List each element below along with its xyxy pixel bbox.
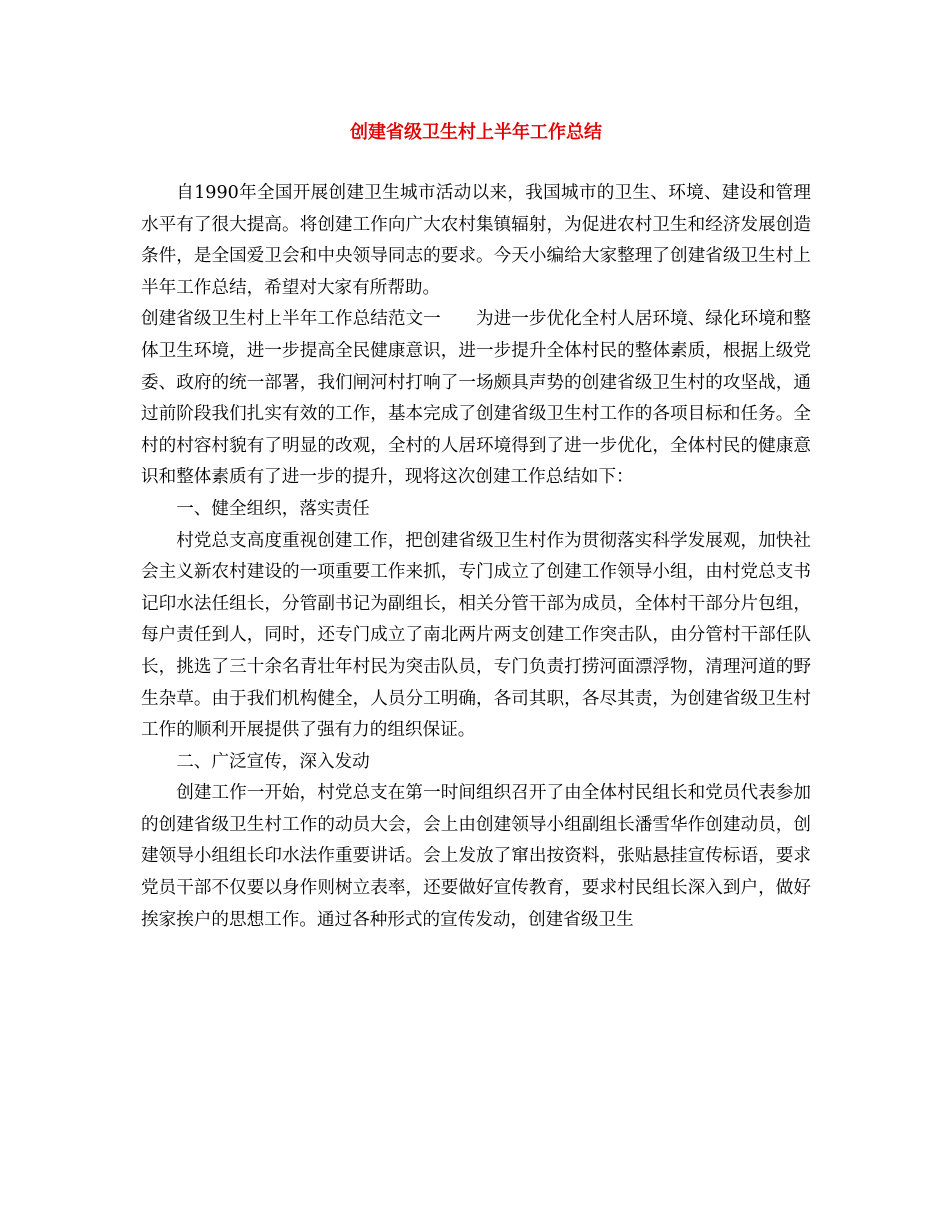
section-intro-paragraph: 创建省级卫生村上半年工作总结范文一 为进一步优化全村人居环境、绿化环境和整体卫生环境，进一步提高全民健康意识，进一步提升全体村民的整体素质，根据上级党委、政府的统一部署，我们闸河村打响了一场颇具声势的创建省级卫生村的攻坚战，通过前阶段我们扎实有效的工作，基本完成了创建省级卫生村工作的各项目标和任务。全村的村容村貌有了明显的改观，全村的人居环境得到了进一步优化，全体村民的健康意识和整体素质有了进一步的提升，现将这次创建工作总结如下： <box>141 309 811 488</box>
publicity-paragraph: 创建工作一开始，村党总支在第一时间组织召开了由全体村民组长和党员代表参加的创建省级卫生村工作的动员大会，会上由创建领导小组副组长潘雪华作创建动员，创建领导小组组长印水法作重要讲话。会上发放了窜出按资料，张贴悬挂宣传标语，要求党员干部不仅要以身作则树立表率，还要做好宣传教育，要求村民组长深入到户，做好挨家挨户的思想工作。通过各种形式的宣传发动，创建省级卫生 <box>141 783 811 930</box>
organization-paragraph: 村党总支高度重视创建工作，把创建省级卫生村作为贯彻落实科学发展观，加快社会主义新农村建设的一项重要工作来抓，专门成立了创建工作领导小组，由村党总支书记印水法任组长，分管副书记为副组长，相关分管干部为成员，全体村干部分片包组，每户责任到人，同时，还专门成立了南北两片两支创建工作突击队，由分管村干部任队长，挑选了三十余名青壮年村民为突击队员，专门负责打捞河面漂浮物，清理河道的野生杂草。由于我们机构健全，人员分工明确，各司其职，各尽其责，为创建省级卫生村工作的顺利开展提供了强有力的组织保证。 <box>141 530 811 741</box>
document-page <box>141 118 811 936</box>
section-heading-publicity: 二、广泛宣传，深入发动 <box>176 751 370 772</box>
intro-paragraph: 自1990年全国开展创建卫生城市活动以来，我国城市的卫生、环境、建设和管理水平有了很大提高。将创建工作向广大农村集镇辐射，为促进农村卫生和经济发展创造条件，是全国爱卫会和中央领导同志的要求。今天小编给大家整理了创建省级卫生村上半年工作总结，希望对大家有所帮助。 <box>141 183 811 298</box>
document-title: 创建省级卫生村上半年工作总结 <box>350 122 602 143</box>
section-heading-organization: 一、健全组织，落实责任 <box>176 498 370 519</box>
